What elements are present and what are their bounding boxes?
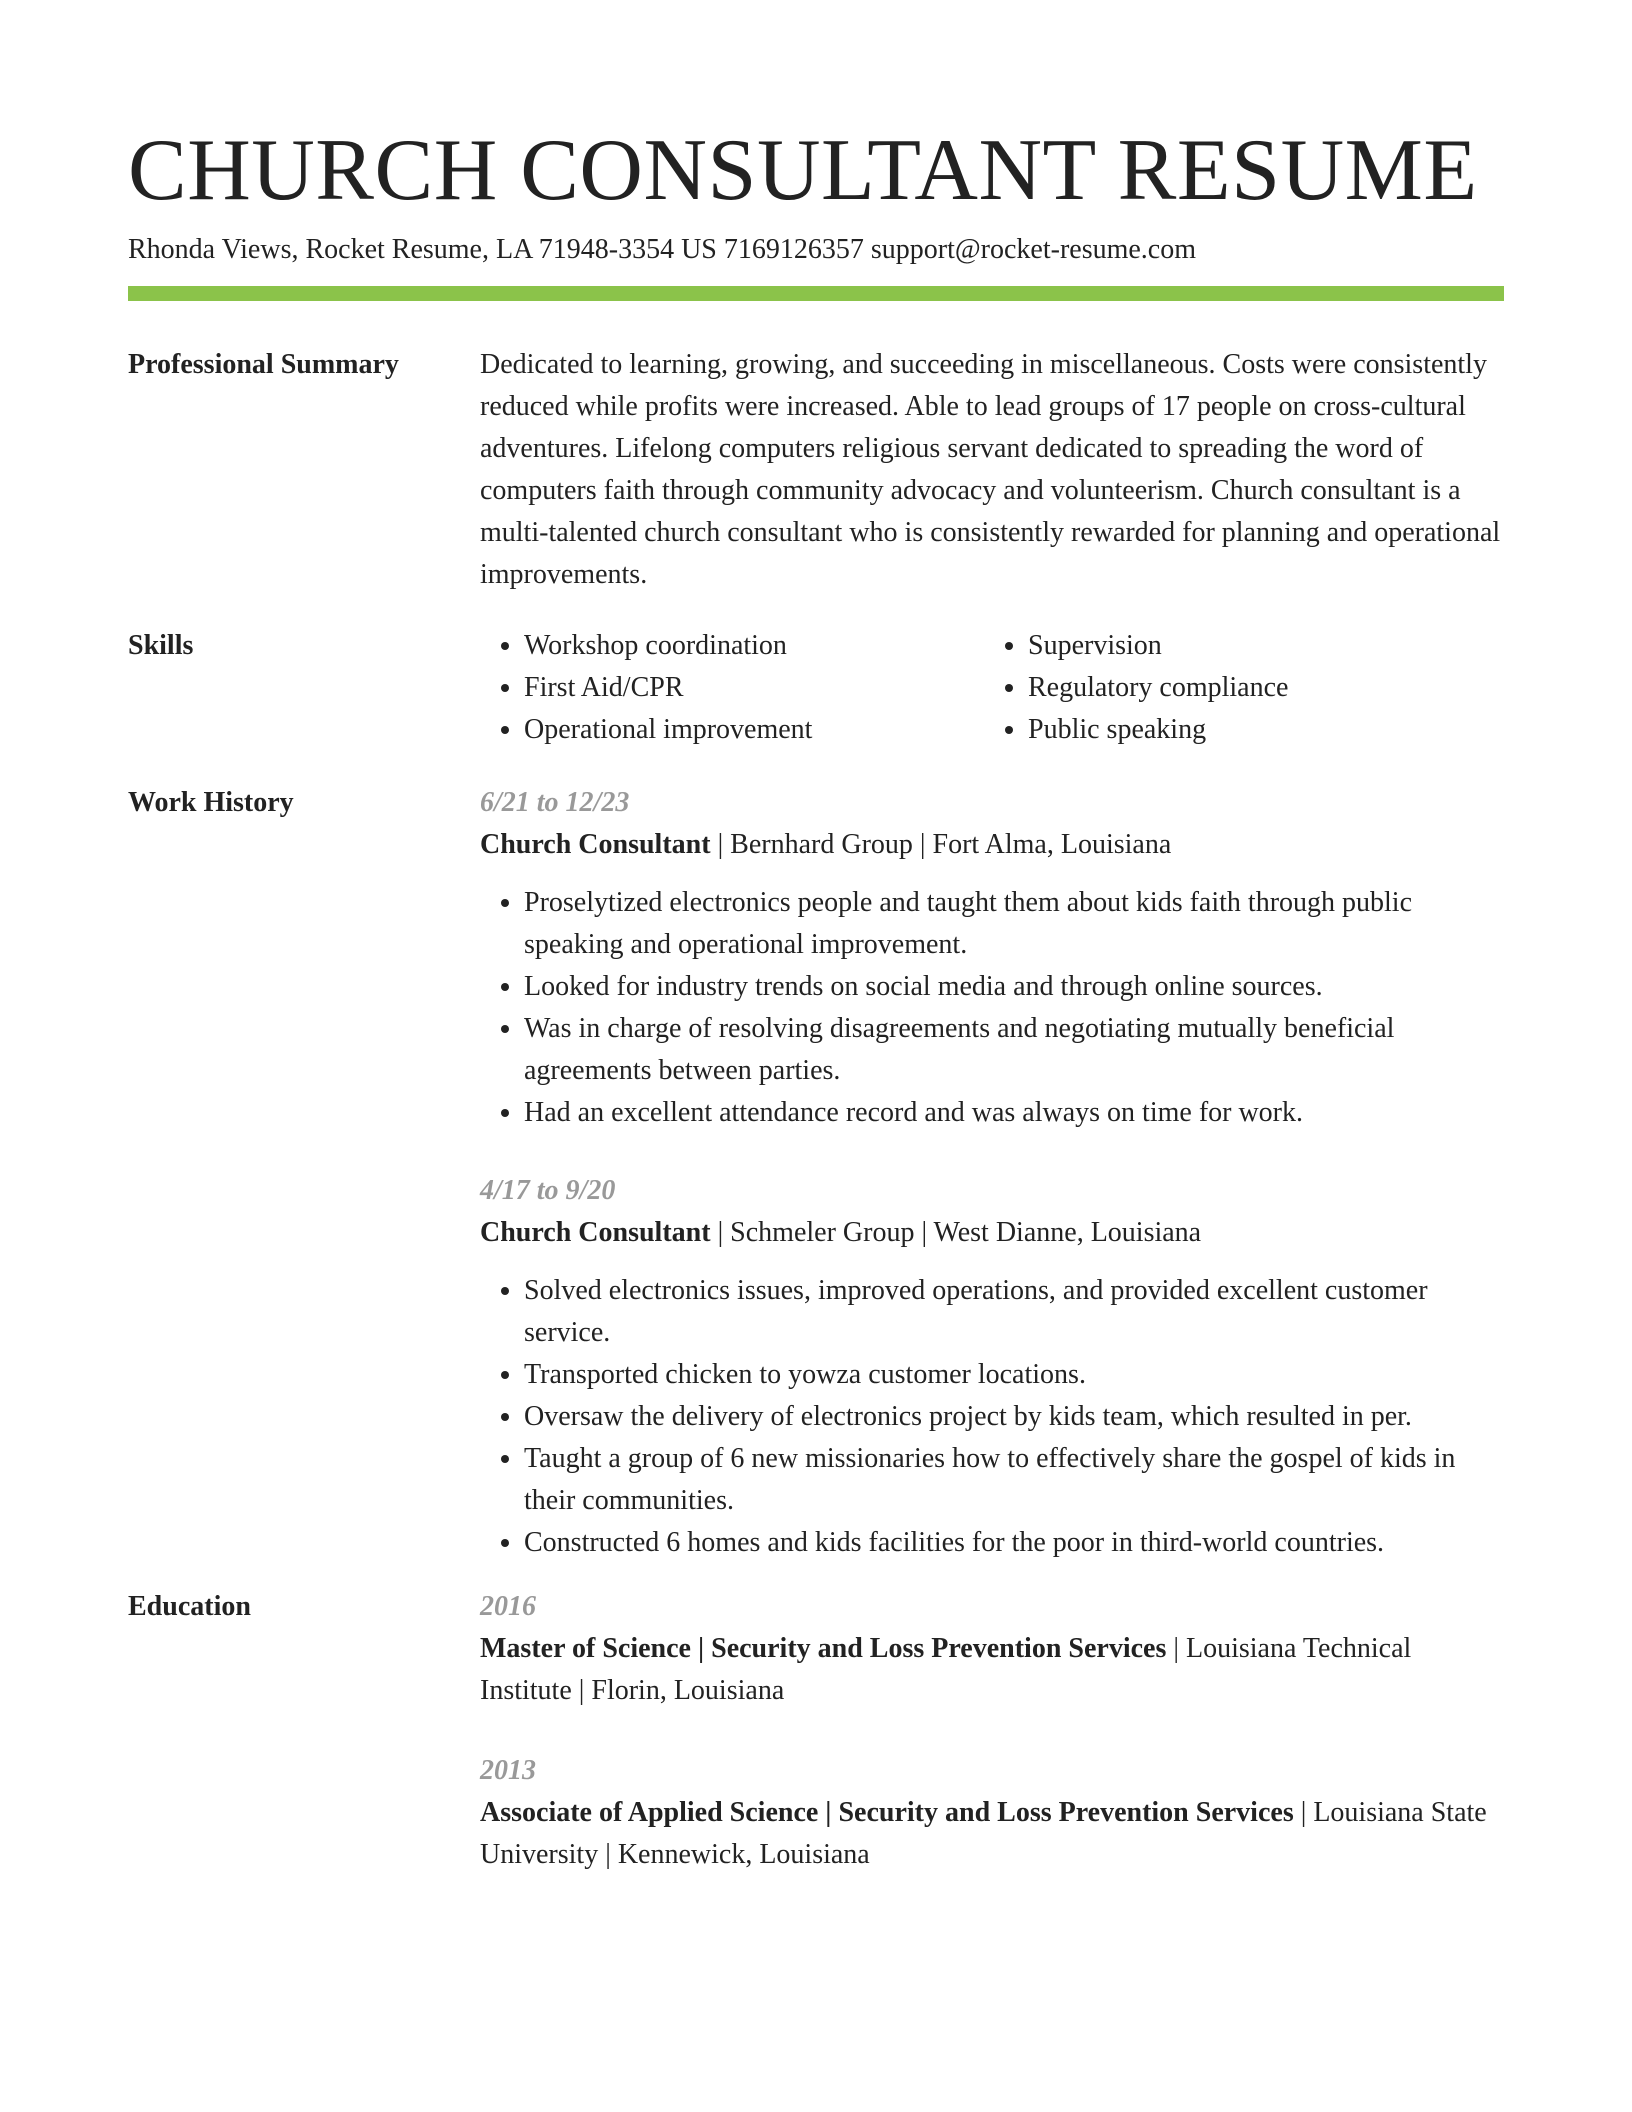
education-entry [480,1750,1504,1876]
education-date: 2016 [480,1591,536,1622]
skills-list-right [984,625,1488,751]
education-school: | Louisiana State University | Kennewick, Louisiana [480,1797,1487,1870]
job-date: 4/17 to 9/20 [480,1175,616,1206]
summary-text: Dedicated to learning, growing, and succeeding in miscellaneous. Costs were consistently reduced while profits were increased. Able to lead groups of 17 people on cross-cultural adventures. Lifelong computers religious servant dedicated to spreading the word of computers faith through community advocacy and volunteerism. Church consultant is a multi-talented church consultant who is consistently rewarded for planning and operational improvements. [480,349,1501,590]
job-bullet: • Transported chicken to yowza customer locations. [524,1354,1504,1396]
job-role-line [480,1212,1504,1254]
work-history-body [480,782,1504,1600]
job-entry [480,782,1504,1134]
skills-label: Skills [128,630,194,661]
education-degree: Associate of Applied Science | Security and Loss Prevention Services [480,1797,1294,1828]
skills-columns [480,625,1504,751]
job-employer: | Bernhard Group | Fort Alma, Louisiana [710,829,1172,860]
job-bullet: • Had an excellent attendance record and was always on time for work. [524,1092,1504,1134]
job-date: 6/21 to 12/23 [480,787,630,818]
job-bullet: • Solved electronics issues, improved operations, and provided excellent customer service. [524,1270,1504,1354]
contact-line: Rhonda Views, Rocket Resume, LA 71948-3354 US 7169126357 support@rocket-resume.com [128,234,1197,265]
skill-item: • Workshop coordination [524,625,984,667]
skill-item: • First Aid/CPR [524,667,984,709]
education-line [480,1628,1504,1712]
job-title: Church Consultant [480,829,711,860]
skills-list-left [480,625,984,751]
job-bullet: • Constructed 6 homes and kids facilities for the poor in third-world countries. [524,1522,1504,1564]
education-body [480,1586,1504,1914]
summary-body [480,344,1504,596]
work-history-label: Work History [128,787,294,818]
education-degree: Master of Science | Security and Loss Prevention Services [480,1633,1167,1664]
skill-item: • Supervision [1028,625,1488,667]
job-bullet: • Proselytized electronics people and taught them about kids faith through public speaking and operational improvement. [524,882,1504,966]
job-role-line [480,824,1504,866]
job-title: Church Consultant [480,1217,711,1248]
job-bullets [480,1270,1504,1564]
job-bullets [480,882,1504,1134]
job-bullet: • Was in charge of resolving disagreements and negotiating mutually beneficial agreements between parties. [524,1008,1504,1092]
header-divider [128,286,1504,301]
job-bullet: • Looked for industry trends on social media and through online sources. [524,966,1504,1008]
skill-item: • Operational improvement [524,709,984,751]
education-school: | Louisiana Technical Institute | Florin, Louisiana [480,1633,1412,1706]
job-entry [480,1170,1504,1564]
education-line [480,1792,1504,1876]
skill-item: • Regulatory compliance [1028,667,1488,709]
skills-body [480,625,1504,751]
job-bullet: • Taught a group of 6 new missionaries how to effectively share the gospel of kids in their communities. [524,1438,1504,1522]
job-employer: | Schmeler Group | West Dianne, Louisiana [710,1217,1202,1248]
skill-item: • Public speaking [1028,709,1488,751]
page-title: CHURCH CONSULTANT RESUME [128,122,1478,219]
education-date: 2013 [480,1755,536,1786]
summary-label: Professional Summary [128,349,399,380]
job-bullet: • Oversaw the delivery of electronics project by kids team, which resulted in per. [524,1396,1504,1438]
education-label: Education [128,1591,251,1622]
education-entry [480,1586,1504,1712]
